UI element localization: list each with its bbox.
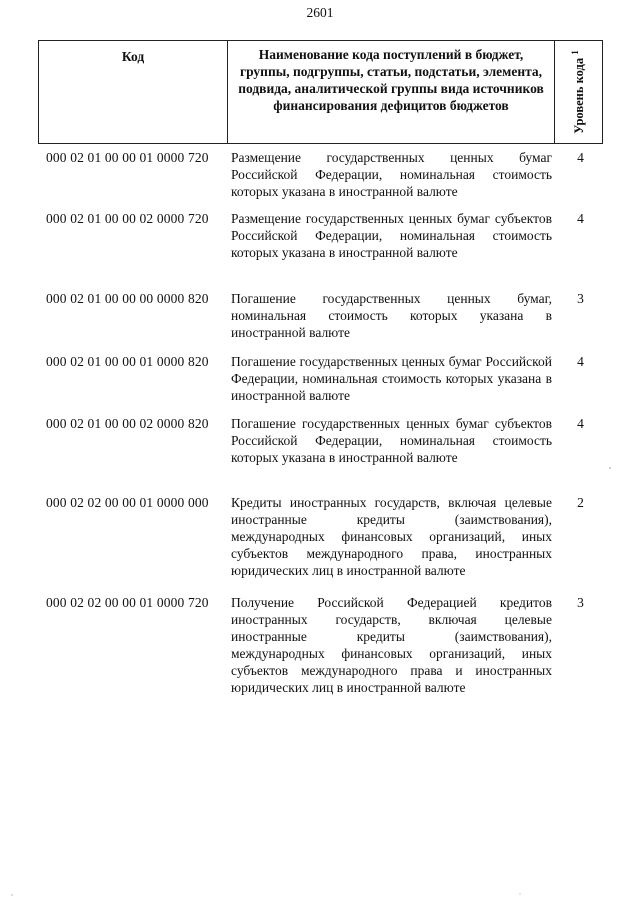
header-level-footnote: 1 xyxy=(569,50,580,55)
row-code: 000 02 01 00 00 00 0000 820 xyxy=(46,291,209,306)
table-row xyxy=(38,594,603,696)
row-level: 3 xyxy=(577,291,584,306)
row-level: 4 xyxy=(577,211,584,226)
header-level xyxy=(555,41,602,143)
row-code: 000 02 01 00 00 01 0000 720 xyxy=(46,150,209,165)
row-code: 000 02 01 00 00 02 0000 720 xyxy=(46,211,209,226)
table-row xyxy=(38,415,603,466)
header-name: Наименование кода поступлений в бюджет, группы, подгруппы, статьи, подстатьи, элемента, подвида, аналитической группы вида источников финансирования дефицитов бюджетов xyxy=(228,41,555,143)
row-name: Получение Российской Федерацией кредитов иностранных государств, включая целевые иностранные кредиты (заимствования), международных финансовых организаций, иных субъектов международного права и иностранных юридических лиц в иностранной валюте xyxy=(231,595,552,695)
row-name: Погашение государственных ценных бумаг, номинальная стоимость которых указана в иностранной валюте xyxy=(231,291,552,340)
header-level-text: Уровень кода xyxy=(571,57,586,134)
header-level-label xyxy=(569,50,586,134)
page-number: 2601 xyxy=(306,5,334,20)
row-name: Размещение государственных ценных бумаг субъектов Российской Федерации, номинальная стоимость которых указана в иностранной валюте xyxy=(231,211,552,260)
row-level: 4 xyxy=(577,416,584,431)
row-name: Погашение государственных ценных бумаг Российской Федерации, номинальная стоимость которых указана в иностранной валюте xyxy=(231,354,552,403)
row-level: 4 xyxy=(577,150,584,165)
row-code: 000 02 02 00 00 01 0000 720 xyxy=(46,595,209,610)
table-row xyxy=(38,494,603,579)
row-name: Погашение государственных ценных бумаг субъектов Российской Федерации, номинальная стоимость которых указана в иностранной валюте xyxy=(231,416,552,465)
table-row xyxy=(38,290,603,341)
row-code: 000 02 02 00 00 01 0000 000 xyxy=(46,495,209,510)
row-level: 3 xyxy=(577,595,584,610)
table-row xyxy=(38,149,603,200)
row-code: 000 02 01 00 00 02 0000 820 xyxy=(46,416,209,431)
table-header xyxy=(38,40,603,144)
table-row xyxy=(38,353,603,404)
row-level: 4 xyxy=(577,354,584,369)
row-code: 000 02 01 00 00 01 0000 820 xyxy=(46,354,209,369)
table-row xyxy=(38,210,603,261)
row-level: 2 xyxy=(577,495,584,510)
header-code: Код xyxy=(39,41,228,143)
row-name: Размещение государственных ценных бумаг Российской Федерации, номинальная стоимость которых указана в иностранной валюте xyxy=(231,150,552,199)
row-name: Кредиты иностранных государств, включая целевые иностранные кредиты (заимствования), международных финансовых организаций, иных субъектов международного права, иностранных юридических лиц в иностранной валюте xyxy=(231,495,552,578)
